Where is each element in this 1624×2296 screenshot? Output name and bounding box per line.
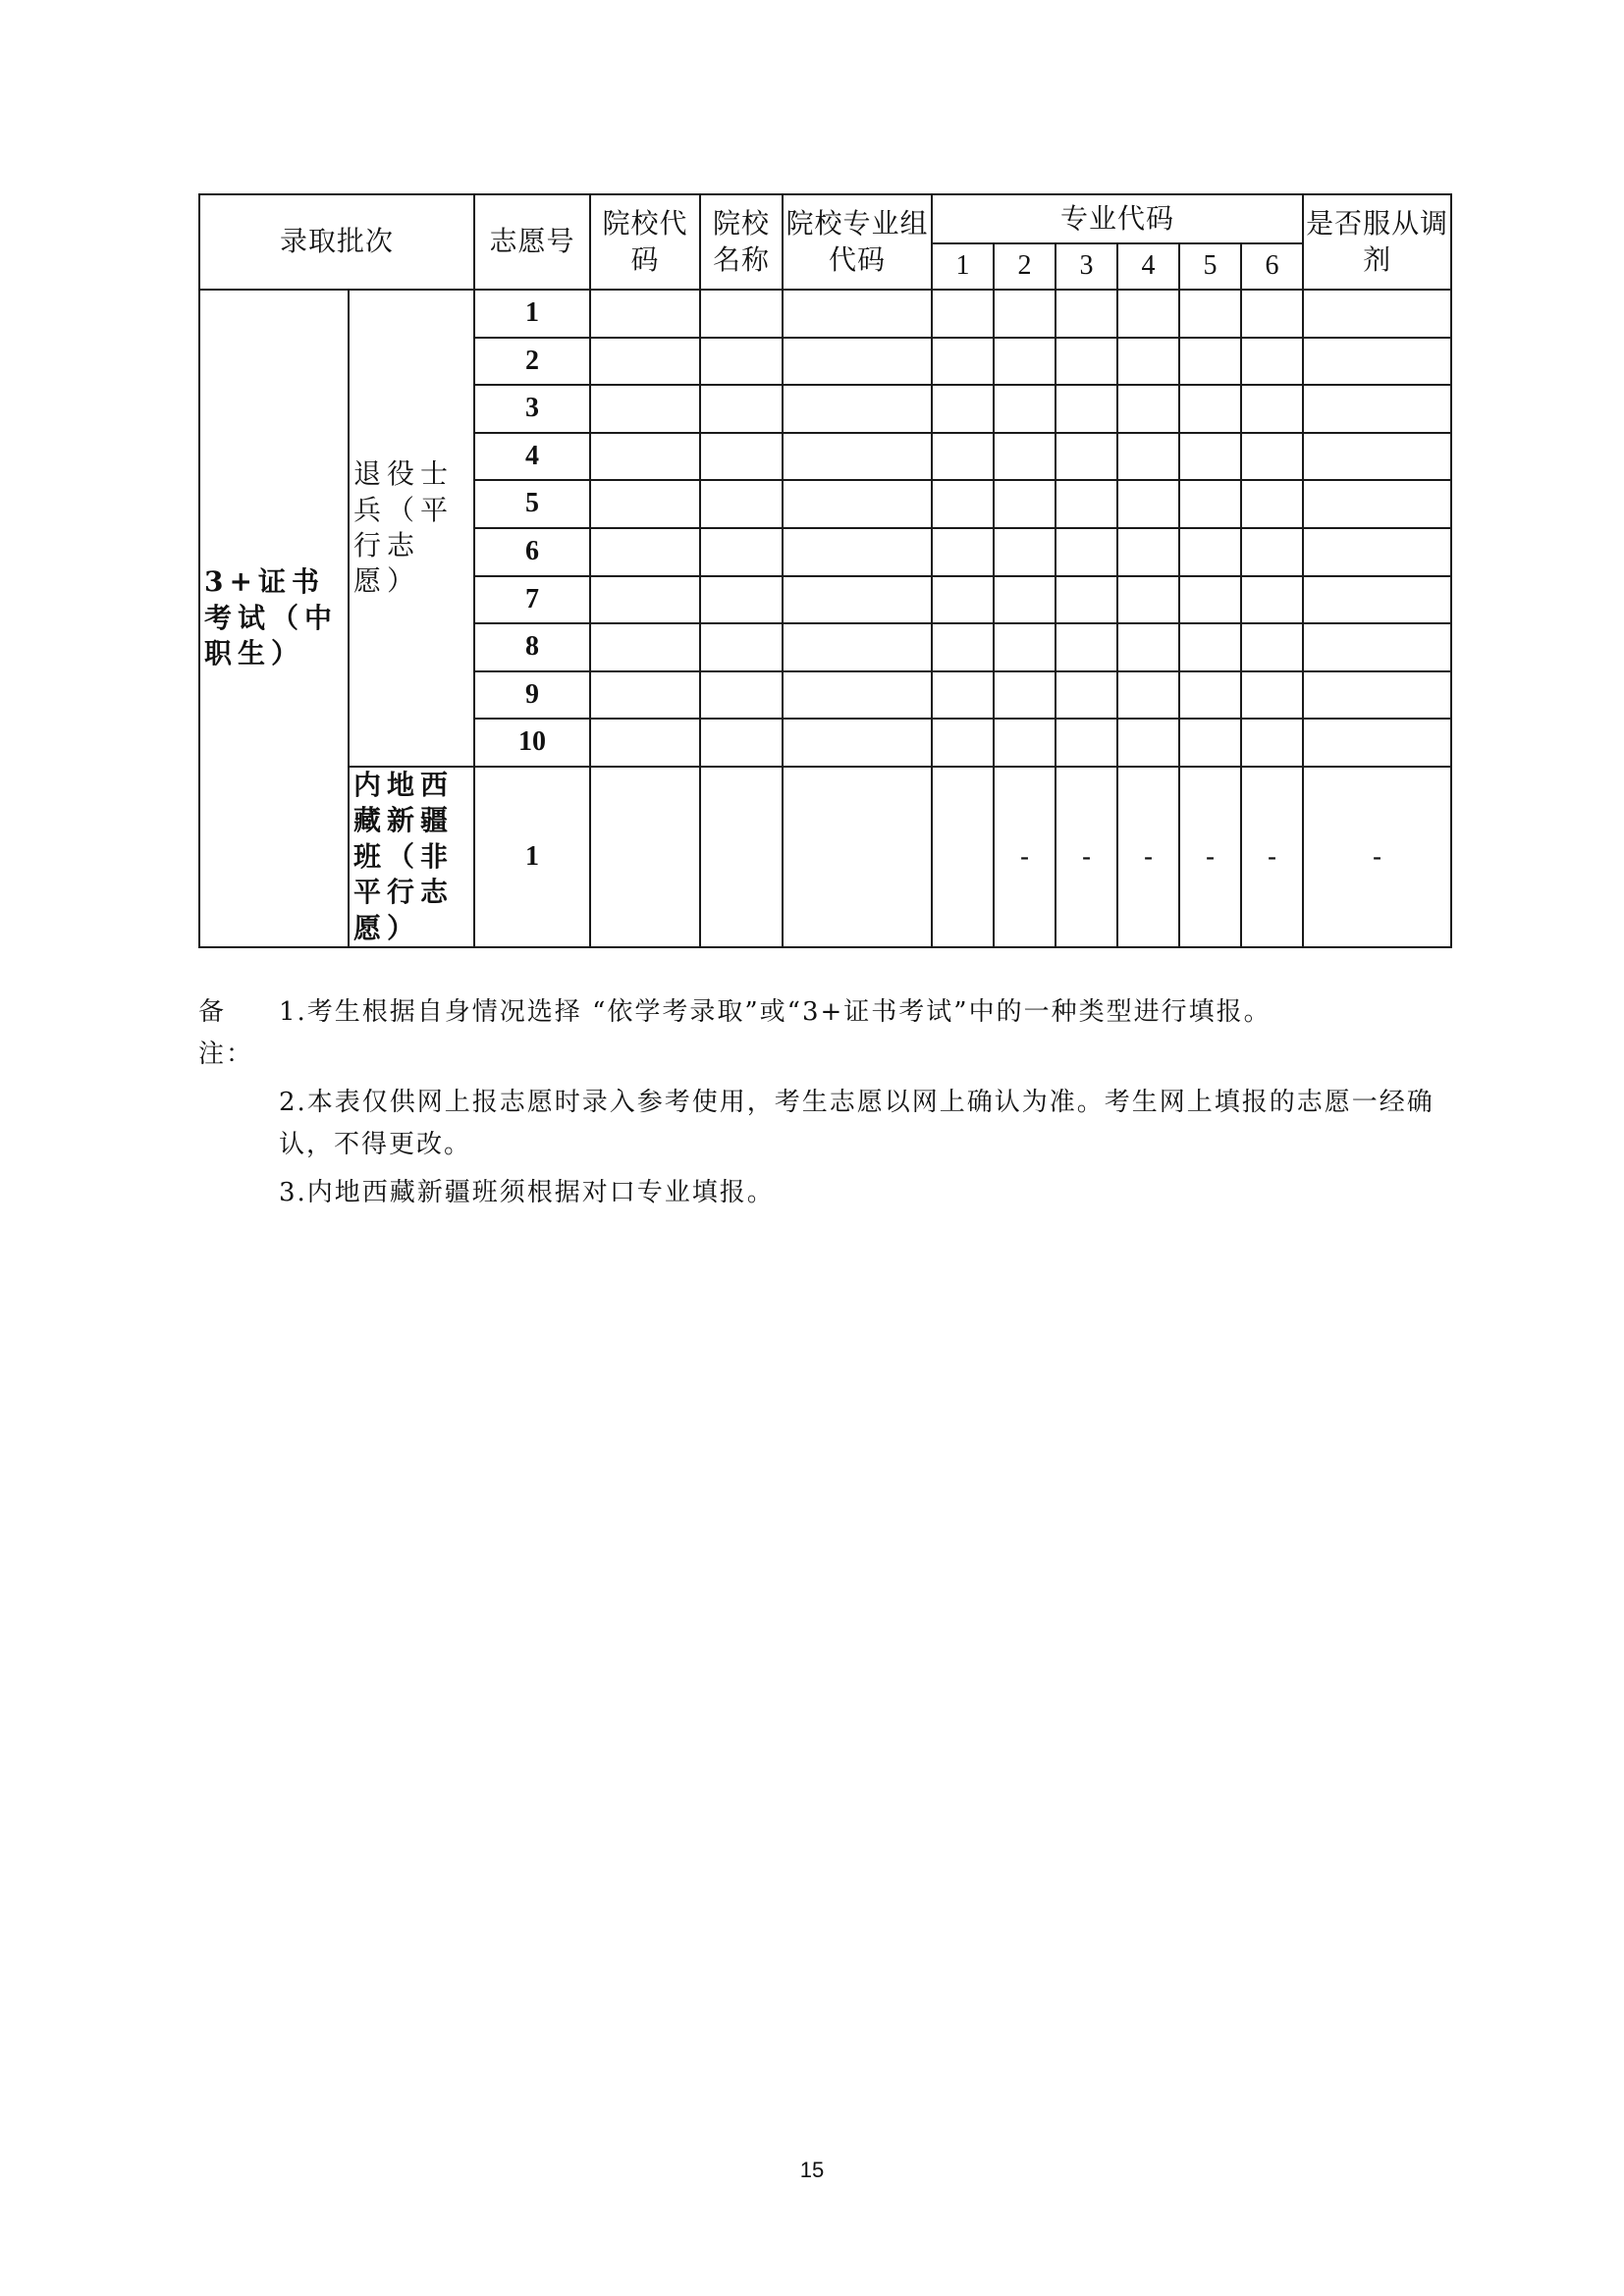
empty-cell[interactable]	[1241, 385, 1303, 433]
empty-cell[interactable]	[700, 338, 783, 386]
empty-cell[interactable]	[783, 623, 932, 671]
empty-cell[interactable]	[590, 480, 700, 528]
empty-cell[interactable]	[700, 528, 783, 576]
notes-section	[198, 991, 1465, 1213]
empty-cell[interactable]	[1179, 528, 1241, 576]
empty-cell[interactable]	[994, 576, 1056, 624]
empty-cell[interactable]	[783, 576, 932, 624]
empty-cell[interactable]	[590, 433, 700, 481]
empty-cell[interactable]	[700, 385, 783, 433]
table-row	[199, 290, 1451, 338]
empty-cell[interactable]	[1056, 671, 1117, 720]
empty-cell[interactable]	[1179, 671, 1241, 720]
empty-cell[interactable]	[1303, 433, 1451, 481]
empty-cell[interactable]	[700, 576, 783, 624]
empty-cell[interactable]	[1241, 338, 1303, 386]
header-adjust: 是否服从调剂	[1303, 194, 1451, 290]
empty-cell[interactable]	[994, 480, 1056, 528]
empty-cell[interactable]	[1303, 576, 1451, 624]
notes-label: 备注：	[198, 997, 254, 1069]
empty-cell[interactable]	[783, 290, 932, 338]
empty-cell[interactable]	[1056, 719, 1117, 767]
header-wish-no: 志愿号	[474, 194, 590, 290]
empty-cell[interactable]	[932, 576, 994, 624]
wish-number: 2	[474, 338, 590, 386]
page-number: 15	[799, 2158, 825, 2182]
empty-cell[interactable]	[1303, 338, 1451, 386]
empty-cell[interactable]	[1303, 719, 1451, 767]
empty-cell[interactable]	[1117, 480, 1179, 528]
empty-cell[interactable]	[590, 767, 700, 947]
note-item-2-wrap	[198, 1082, 1465, 1166]
empty-cell[interactable]	[1179, 480, 1241, 528]
empty-cell[interactable]	[1303, 385, 1451, 433]
empty-cell[interactable]	[1179, 338, 1241, 386]
empty-cell[interactable]	[1056, 623, 1117, 671]
empty-cell[interactable]	[700, 719, 783, 767]
empty-cell[interactable]	[932, 385, 994, 433]
empty-cell[interactable]	[1056, 480, 1117, 528]
empty-cell[interactable]	[994, 290, 1056, 338]
empty-cell[interactable]	[932, 528, 994, 576]
empty-cell[interactable]	[700, 433, 783, 481]
veteran-label: 退役士兵（平行志愿）	[349, 290, 474, 767]
empty-cell[interactable]	[1179, 576, 1241, 624]
empty-cell[interactable]	[1241, 671, 1303, 720]
empty-cell[interactable]	[1303, 671, 1451, 720]
empty-cell[interactable]	[590, 528, 700, 576]
empty-cell[interactable]	[590, 338, 700, 386]
note-item-3-wrap	[198, 1172, 1465, 1214]
dash-cell: -	[1117, 767, 1179, 947]
header-major-code: 专业代码	[932, 194, 1303, 243]
empty-cell[interactable]	[1303, 528, 1451, 576]
empty-cell[interactable]	[590, 623, 700, 671]
empty-cell[interactable]	[1303, 290, 1451, 338]
empty-cell[interactable]	[932, 719, 994, 767]
empty-cell[interactable]	[700, 623, 783, 671]
note-item-3: 3.内地西藏新疆班须根据对口专业填报。	[279, 1177, 775, 1207]
wish-number: 6	[474, 528, 590, 576]
major-col-5: 5	[1179, 243, 1241, 290]
table-row	[199, 767, 1451, 947]
dash-cell: -	[1056, 767, 1117, 947]
wish-number: 1	[474, 767, 590, 947]
major-col-1: 1	[932, 243, 994, 290]
empty-cell[interactable]	[1117, 433, 1179, 481]
dash-cell: -	[1241, 767, 1303, 947]
note-item-2: 2.本表仅供网上报志愿时录入参考使用，考生志愿以网上确认为准。考生网上填报的志愿一经确认，不得更改。	[279, 1087, 1435, 1159]
empty-cell[interactable]	[1056, 433, 1117, 481]
major-col-6: 6	[1241, 243, 1303, 290]
wish-number: 9	[474, 671, 590, 720]
empty-cell[interactable]	[932, 338, 994, 386]
dash-cell: -	[1179, 767, 1241, 947]
header-batch: 录取批次	[199, 194, 474, 290]
empty-cell[interactable]	[783, 767, 932, 947]
empty-cell[interactable]	[994, 385, 1056, 433]
note-item-1: 1.考生根据自身情况选择 “依学考录取”或“3+证书考试”中的一种类型进行填报。	[279, 997, 1272, 1027]
empty-cell[interactable]	[700, 671, 783, 720]
empty-cell[interactable]	[932, 433, 994, 481]
empty-cell[interactable]	[1179, 719, 1241, 767]
header-school-name: 院校名称	[700, 194, 783, 290]
empty-cell[interactable]	[932, 290, 994, 338]
empty-cell[interactable]	[590, 671, 700, 720]
wish-number: 7	[474, 576, 590, 624]
empty-cell[interactable]	[783, 385, 932, 433]
empty-cell[interactable]	[783, 433, 932, 481]
major-col-2: 2	[994, 243, 1056, 290]
wish-number: 5	[474, 480, 590, 528]
empty-cell[interactable]	[932, 671, 994, 720]
empty-cell[interactable]	[1056, 576, 1117, 624]
empty-cell[interactable]	[1117, 623, 1179, 671]
empty-cell[interactable]	[1241, 719, 1303, 767]
empty-cell[interactable]	[590, 719, 700, 767]
empty-cell[interactable]	[590, 385, 700, 433]
empty-cell[interactable]	[700, 767, 783, 947]
empty-cell[interactable]	[1179, 433, 1241, 481]
empty-cell[interactable]	[1241, 290, 1303, 338]
empty-cell[interactable]	[1117, 290, 1179, 338]
empty-cell[interactable]	[1117, 338, 1179, 386]
empty-cell[interactable]	[1056, 385, 1117, 433]
empty-cell[interactable]	[1117, 528, 1179, 576]
empty-cell[interactable]	[1117, 576, 1179, 624]
dash-cell: -	[994, 767, 1056, 947]
empty-cell[interactable]	[590, 576, 700, 624]
major-col-4: 4	[1117, 243, 1179, 290]
empty-cell[interactable]	[700, 480, 783, 528]
empty-cell[interactable]	[1056, 528, 1117, 576]
empty-cell[interactable]	[783, 719, 932, 767]
major-col-3: 3	[1056, 243, 1117, 290]
empty-cell[interactable]	[783, 528, 932, 576]
empty-cell[interactable]	[1241, 480, 1303, 528]
dash-cell: -	[1303, 767, 1451, 947]
empty-cell[interactable]	[590, 290, 700, 338]
empty-cell[interactable]	[932, 480, 994, 528]
batch-label: 3+证书考试（中职生）	[199, 290, 349, 947]
empty-cell[interactable]	[994, 623, 1056, 671]
application-form-table	[198, 193, 1452, 948]
header-school-code: 院校代码	[590, 194, 700, 290]
header-group-code: 院校专业组代码	[783, 194, 932, 290]
empty-cell[interactable]	[1241, 433, 1303, 481]
empty-cell[interactable]	[994, 338, 1056, 386]
empty-cell[interactable]	[1117, 385, 1179, 433]
empty-cell[interactable]	[1056, 338, 1117, 386]
empty-cell[interactable]	[783, 338, 932, 386]
empty-cell[interactable]	[1179, 385, 1241, 433]
empty-cell[interactable]	[994, 433, 1056, 481]
wish-number: 8	[474, 623, 590, 671]
empty-cell[interactable]	[1241, 528, 1303, 576]
empty-cell[interactable]	[783, 480, 932, 528]
empty-cell[interactable]	[783, 671, 932, 720]
empty-cell[interactable]	[700, 290, 783, 338]
tibet-xinjiang-label: 内地西藏新疆班（非平行志愿）	[349, 767, 474, 947]
empty-cell[interactable]	[932, 623, 994, 671]
empty-cell[interactable]	[994, 671, 1056, 720]
empty-cell[interactable]	[1241, 576, 1303, 624]
wish-number: 4	[474, 433, 590, 481]
wish-number: 1	[474, 290, 590, 338]
empty-cell[interactable]	[1117, 671, 1179, 720]
empty-cell[interactable]	[1056, 290, 1117, 338]
empty-cell[interactable]	[994, 528, 1056, 576]
wish-number: 10	[474, 719, 590, 767]
empty-cell[interactable]	[932, 767, 994, 947]
empty-cell[interactable]	[1117, 719, 1179, 767]
empty-cell[interactable]	[1303, 480, 1451, 528]
wish-number: 3	[474, 385, 590, 433]
empty-cell[interactable]	[1179, 290, 1241, 338]
empty-cell[interactable]	[1241, 623, 1303, 671]
empty-cell[interactable]	[994, 719, 1056, 767]
empty-cell[interactable]	[1179, 623, 1241, 671]
empty-cell[interactable]	[1303, 623, 1451, 671]
